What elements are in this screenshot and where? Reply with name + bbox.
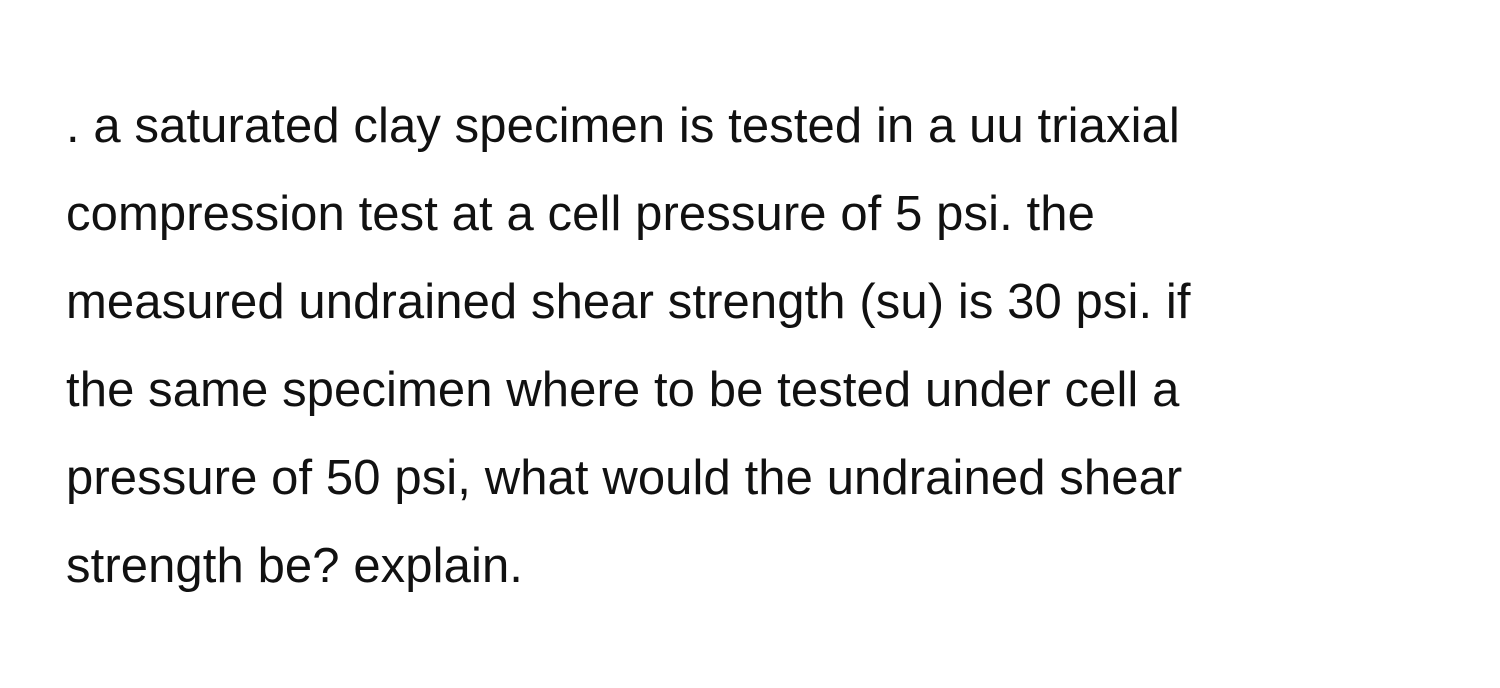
question-text [66,82,1446,610]
question-line-5: pressure of 50 psi, what would the undrained shear [66,451,1183,505]
question-line-4: the same specimen where to be tested under cell a [66,363,1180,417]
question-line-2: compression test at a cell pressure of 5 psi. the [66,187,1095,241]
question-line-1: . a saturated clay specimen is tested in a uu triaxial [66,99,1180,153]
question-line-6: strength be? explain. [66,539,524,593]
question-line-3: measured undrained shear strength (su) is 30 psi. if [66,275,1191,329]
